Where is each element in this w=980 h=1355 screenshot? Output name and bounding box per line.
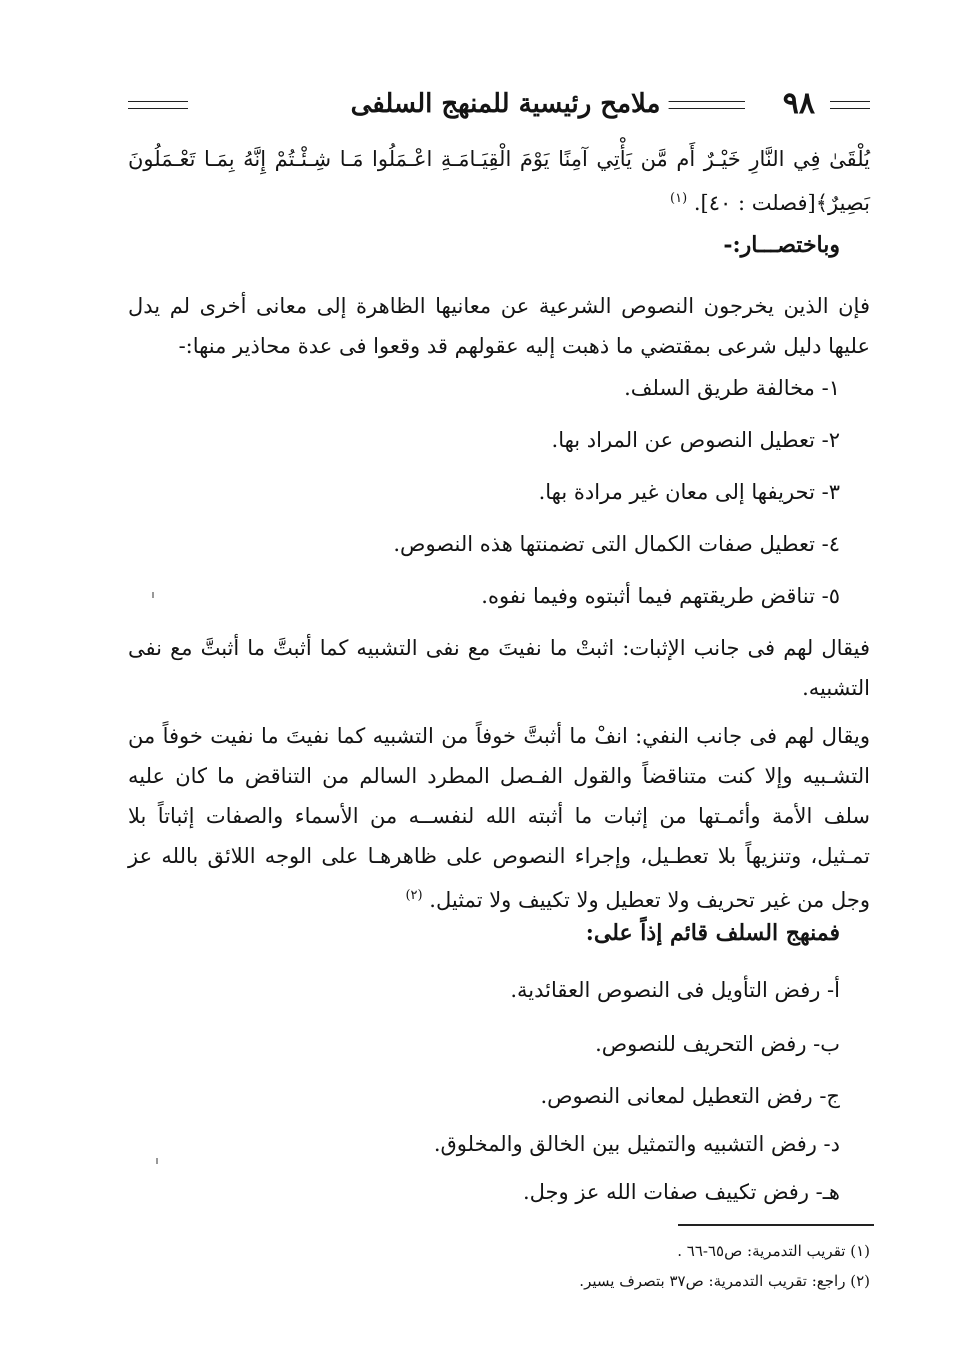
page-number: ٩٨ [782, 86, 815, 121]
affirmation-paragraph: فيقال لهم فى جانب الإثبات: اثبتْ ما نفيتَ مع نفى التشبيه كما أثبتَّ ما أثبتَّ مع نفى التشبيه. [128, 636, 870, 700]
footnote: (١) تقريب التدمرية: ص٦٥-٦٦ . [677, 1242, 870, 1260]
footnote-separator [678, 1224, 874, 1226]
salaf-heading: فمنهج السلف قائم إذاً على: [585, 920, 840, 946]
quran-citation: بَصِيرٌ﴾[فصلت : ٤٠]. [693, 191, 870, 215]
principle-item: ج- رفض التعطيل لمعانى النصوص. [540, 1084, 840, 1108]
danger-item: ١- مخالفة طريق السلف. [624, 376, 840, 400]
danger-item: ٣- تحريفها إلى معان غير مرادة بها. [538, 480, 840, 504]
quran-verse [128, 136, 870, 220]
quran-line-2 [128, 182, 870, 220]
intro-paragraph: فإن الذين يخرجون النصوص الشرعية عن معانيها الظاهرة إلى معانى أخرى لم يدل عليها دليل شرعى بمقتضي ما ذهبت إليه عقولهم قد وقعوا فى عدة محاذير منها:- [128, 294, 870, 358]
quran-line-1: يُلْقَىٰ فِي النَّارِ خَيْـرٌ أَم مَّن يَأْتِي آمِنًا يَوْمَ الْقِيَـامَـةِ اعْـمَلُوا مَـا شِـئْـتُمْ إِنَّهُ بِمَـا تَعْـمَلُونَ [128, 147, 870, 171]
principle-item: د- رفض التشبيه والتمثيل بين الخالق والمخلوق. [433, 1132, 840, 1156]
header-rule-left [128, 101, 188, 109]
danger-item: ٤- تعطيل صفات الكمال التى تضمنتها هذه النصوص. [393, 532, 840, 556]
danger-item: ٢- تعطيل النصوص عن المراد بها. [551, 428, 840, 452]
page-header [128, 84, 870, 124]
principle-item: ب- رفض التحريف للنصوص. [595, 1032, 840, 1056]
principle-item: أ- رفض التأويل فى النصوص العقائدية. [510, 978, 840, 1002]
header-rule-right [830, 101, 870, 109]
running-title: ملامح رئيسية للمنهج السلفى [343, 84, 669, 124]
summary-heading: وباختصـــار:- [723, 232, 840, 258]
negation-text: ويقال لهم فى جانب النفي: انفْ ما أثبتَّ خوفاً من التشبيه كما نفيتَ ما نفيت خوفاً من التشـبيه وإلا كنت متناقضاً والقول الفـصل المطرد السالم من التناقض ما كان عليه سلف الأمة وأئمـتها من إثبات ما أثبته الله لنفســه من الأسماء والصفات إثباتاً بلا تمـثيل، وتنزيهاً بلا تعطـيل، وإجراء النصوص على ظاهرهـا على الوجه اللائق بالله عز وجل من غير تحريف ولا تعطيل ولا تكييف ولا تمثيل. [128, 724, 870, 912]
negation-paragraph [128, 716, 870, 920]
scan-speck [152, 592, 154, 598]
footnote-ref-1: (١) [670, 191, 688, 206]
footnote-ref-2: (٢) [405, 888, 423, 903]
scan-speck [156, 1158, 158, 1164]
danger-item: ٥- تناقض طريقتهم فيما أثبتوه وفيما نفوه. [481, 584, 840, 608]
footnote: (٢) راجع: تقريب التدمرية: ص٣٧ بتصرف يسير. [579, 1272, 870, 1290]
principle-item: هـ- رفض تكييف صفات الله عز وجل. [522, 1180, 840, 1204]
